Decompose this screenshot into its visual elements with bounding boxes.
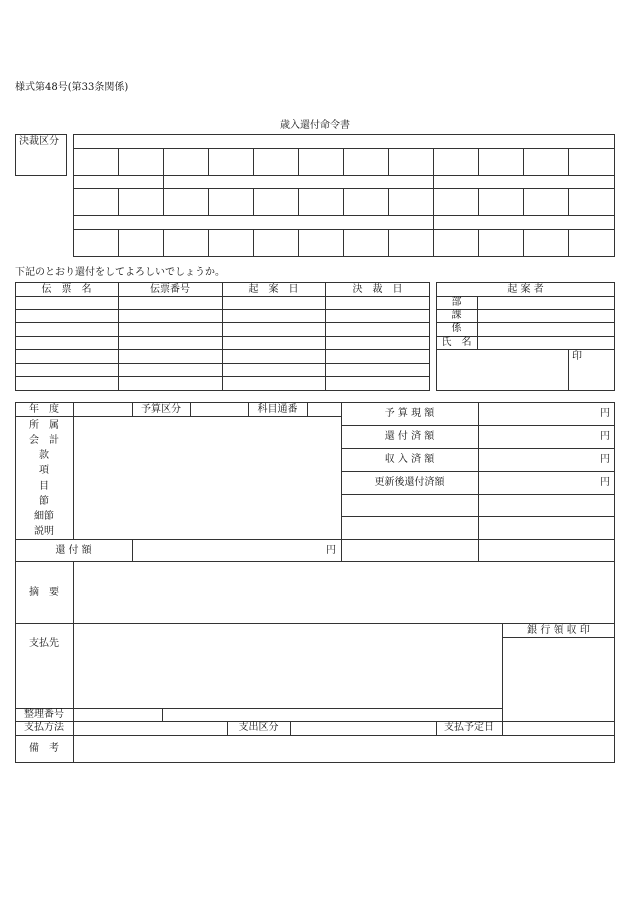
denpyo-number-header: 伝票番号 xyxy=(150,284,190,295)
payment-method-label: 支払方法 xyxy=(24,722,64,733)
year-label: 年 度 xyxy=(29,404,59,415)
kian-date-header: 起 案 日 xyxy=(248,284,299,295)
form-number: 様式第48号(第33条関係) xyxy=(15,82,129,93)
budget-current-label: 予 算 現 額 xyxy=(384,408,435,419)
bikou-label: 備 考 xyxy=(29,743,59,754)
kian-bu-label: 部 xyxy=(451,297,462,308)
saisetsu-label: 細節 xyxy=(34,511,54,522)
kan-label: 款 xyxy=(39,450,49,461)
updated-refunded-unit: 円 xyxy=(600,477,610,488)
seal-mark: 印 xyxy=(572,351,582,362)
payee-label: 支払先 xyxy=(29,638,59,649)
kian-kakari-label: 係 xyxy=(451,323,462,334)
request-text: 下記のとおり還付をしてよろしいでしょうか。 xyxy=(15,267,225,278)
seiri-bango-label: 整理番号 xyxy=(24,709,64,720)
budget-current-unit: 円 xyxy=(600,408,610,419)
denpyo-name-header: 伝 票 名 xyxy=(41,284,92,295)
bank-receipt-label: 銀 行 領 収 印 xyxy=(527,625,590,636)
refund-amount-label: 還 付 額 xyxy=(55,545,92,556)
tekiyo-label: 摘 要 xyxy=(29,587,59,598)
shozoku-label: 所 属 xyxy=(29,420,59,431)
refunded-label: 還 付 済 額 xyxy=(384,431,435,442)
received-unit: 円 xyxy=(600,454,610,465)
kessai-kubun-label: 決裁区分 xyxy=(19,136,59,147)
shishutsu-kubun-label: 支出区分 xyxy=(238,722,279,733)
budget-kubun-label: 予算区分 xyxy=(141,404,181,415)
form-title: 歳入還付命令書 xyxy=(280,120,350,131)
approval-stamp-grid xyxy=(73,134,615,257)
kou-label: 項 xyxy=(39,465,49,476)
payment-date-label: 支払予定日 xyxy=(444,722,494,733)
kian-ka-label: 課 xyxy=(451,310,462,321)
kaikei-label: 会 計 xyxy=(29,435,59,446)
kessai-date-header: 決 裁 日 xyxy=(352,284,403,295)
refund-amount-unit: 円 xyxy=(326,545,336,556)
moku-label: 目 xyxy=(39,481,49,492)
kian-shimei-label: 氏 名 xyxy=(441,337,472,348)
refunded-unit: 円 xyxy=(600,431,610,442)
kamoku-label: 科目通番 xyxy=(257,404,298,415)
tekiyo-box xyxy=(15,561,615,624)
received-label: 収 入 済 額 xyxy=(384,454,435,465)
setsumei-label: 説明 xyxy=(34,526,54,537)
setsu-label: 節 xyxy=(39,496,49,507)
updated-refunded-label: 更新後還付済額 xyxy=(374,477,445,488)
kian-sha-header: 起 案 者 xyxy=(507,284,544,295)
